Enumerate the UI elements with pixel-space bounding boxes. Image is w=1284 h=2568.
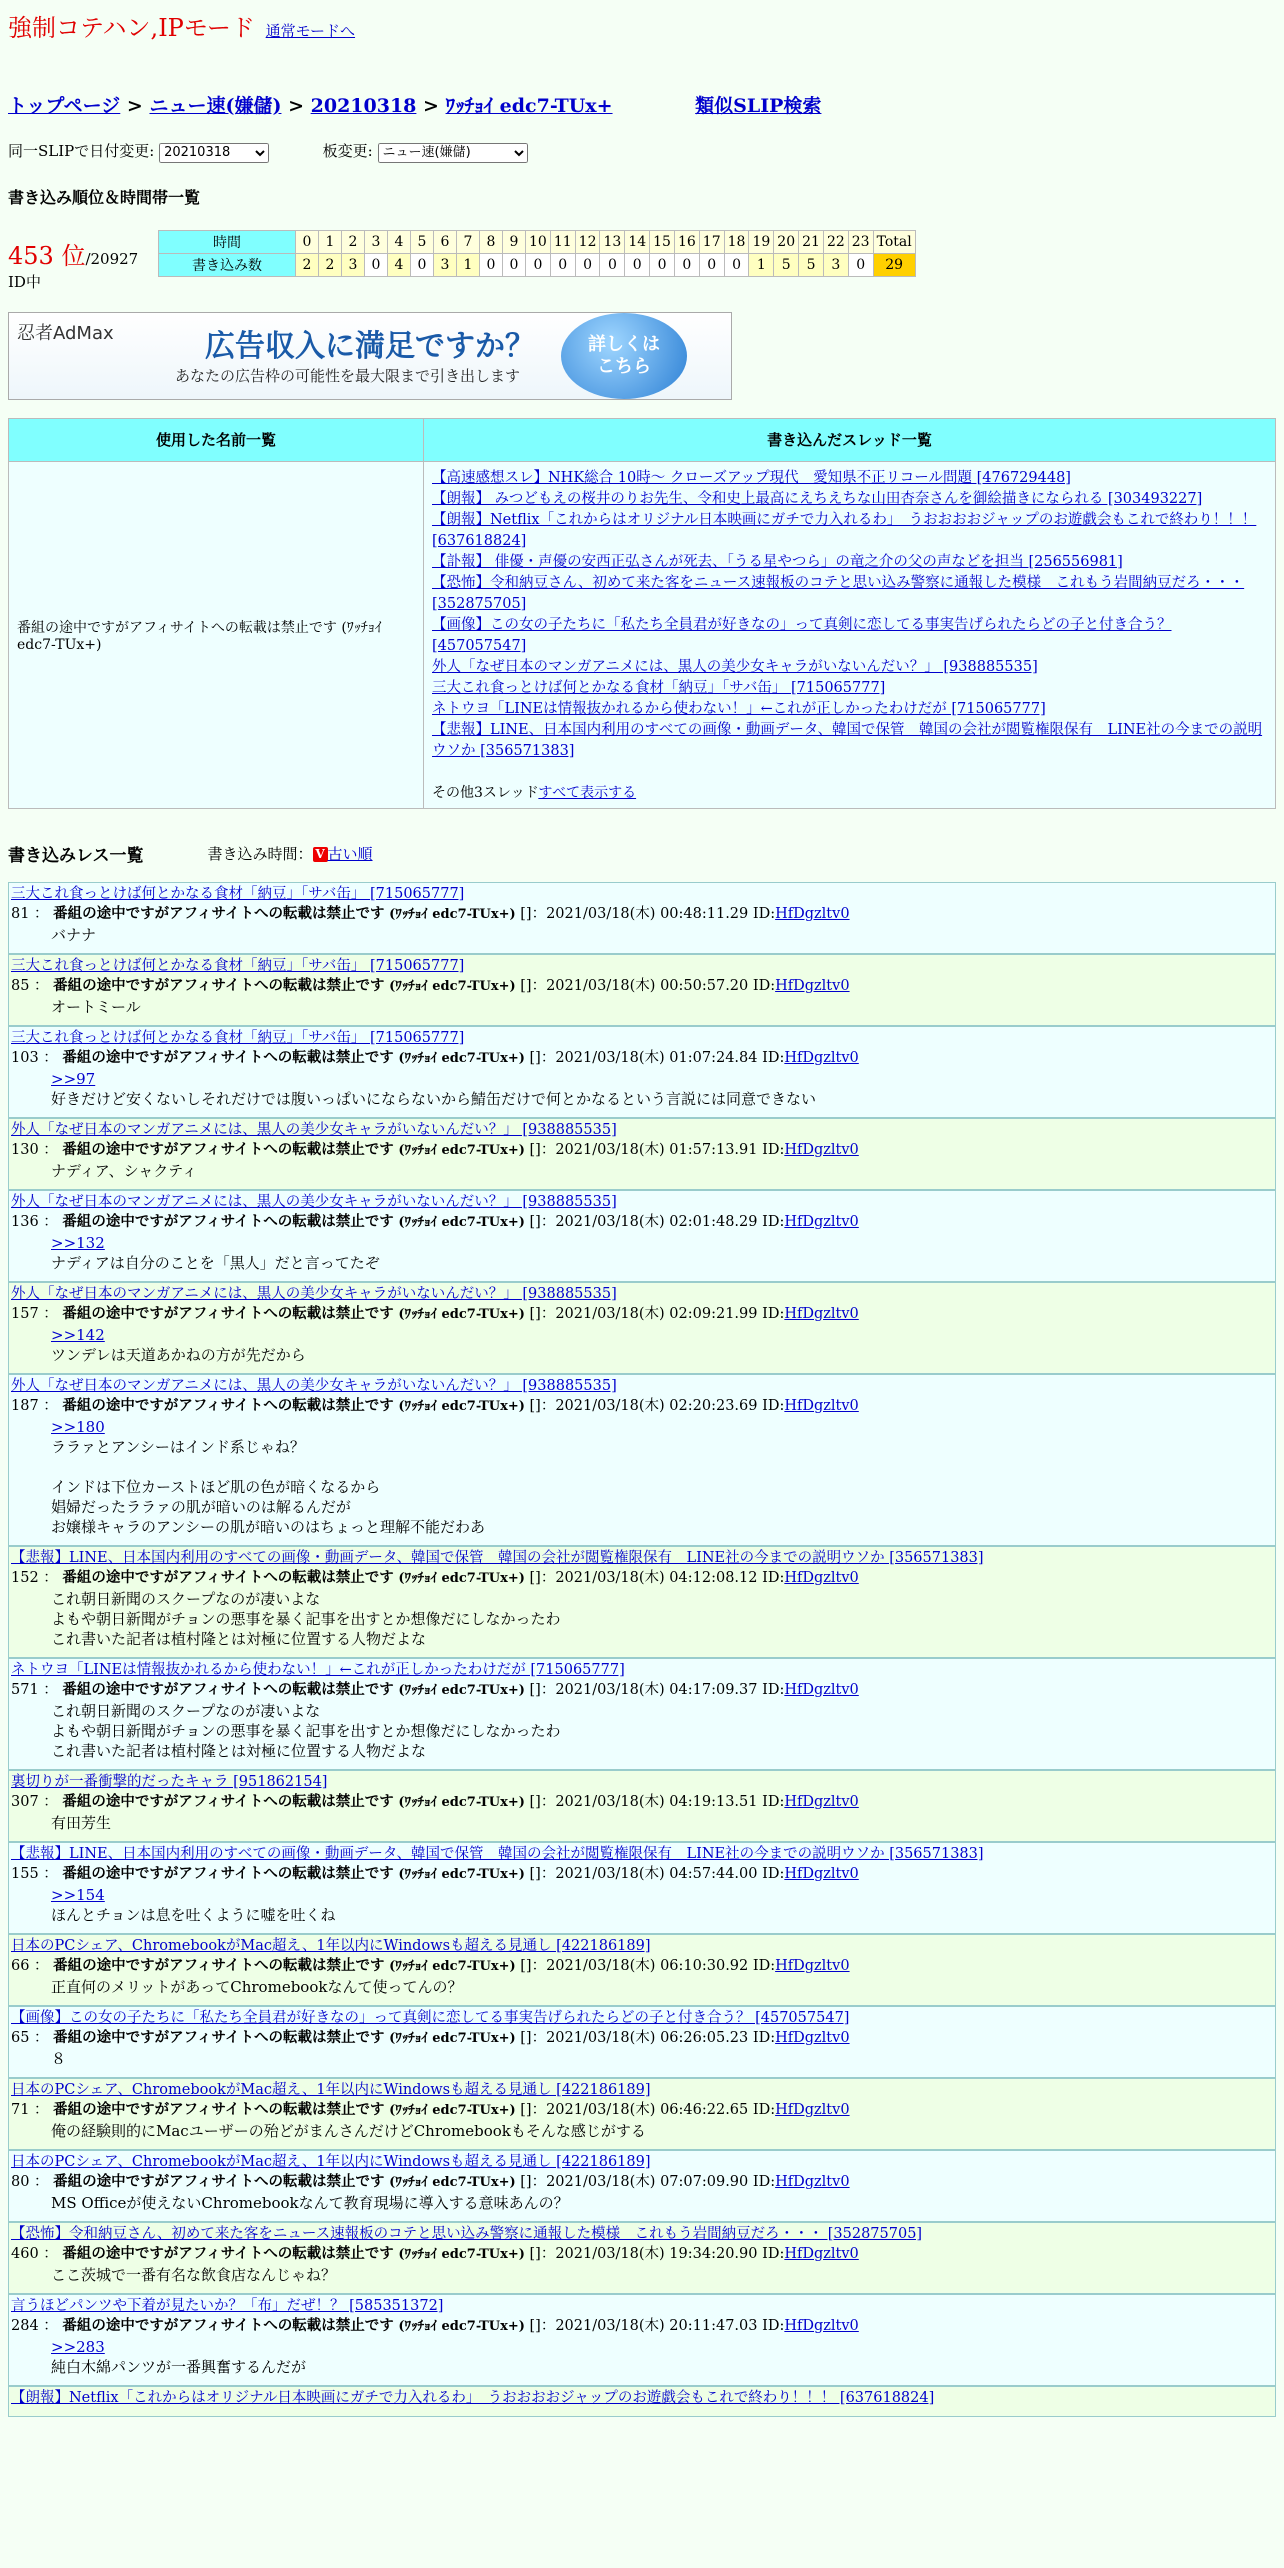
post-meta: 81 ： 番組の途中ですがアフィサイトへの転載は禁止です (ﾜｯﾁｮｲ edc7-TUx+) []：2021/03/18(木) 00:48:11.29 ID:HfDgzltv0 bbox=[11, 904, 850, 922]
thread-link[interactable]: 【朗報】 みつどもえの桜井のりお先生、令和史上最高にえちえちな山田杏奈さんを御絵描きになられる [303493227] bbox=[432, 490, 1203, 507]
hour-header: 時間 bbox=[159, 230, 296, 253]
post-body bbox=[51, 925, 1273, 945]
post-name: 番組の途中ですがアフィサイトへの転載は禁止です bbox=[53, 904, 385, 922]
post-thread-link[interactable]: 日本のPCシェア、ChromebookがMac超え、1年以内にWindowsも超える見通し [422186189] bbox=[11, 2153, 651, 2170]
post-text: 有田芳生 bbox=[51, 1813, 112, 1832]
count-cell: 0 bbox=[411, 253, 434, 276]
post-slip: (ﾜｯﾁｮｲ edc7-TUx+) bbox=[389, 2030, 516, 2046]
post-thread-link[interactable]: 外人「なぜ日本のマンガアニメには、黒人の美少女キャラがいないんだい？」 [938885535] bbox=[11, 1285, 617, 1302]
post-date: []：2021/03/18(木) 01:57:13.91 ID: bbox=[529, 1141, 785, 1158]
post-body bbox=[51, 1589, 1273, 1649]
post-name: 番組の途中ですがアフィサイトへの転載は禁止です bbox=[62, 2244, 394, 2262]
count-cell: 0 bbox=[503, 253, 526, 276]
post-id-link[interactable]: HfDgzltv0 bbox=[784, 1793, 859, 1810]
post-date: []：2021/03/18(木) 20:11:47.03 ID: bbox=[529, 2317, 785, 2334]
count-cell: 3 bbox=[434, 253, 457, 276]
post-text: ８ bbox=[51, 2049, 67, 2068]
thread-link[interactable]: 外人「なぜ日本のマンガアニメには、黒人の美少女キャラがいないんだい？」 [938885535] bbox=[432, 658, 1038, 675]
post-text: ララァとアンシーはインド系じゃね？ インドは下位カーストほど肌の色が暗くなるから 娼婦だったララァの肌が暗いのは解るんだが お嬢様キャラのアンシーの肌が暗いのはちょっと理解不能だわあ bbox=[51, 1437, 486, 1536]
post-anchor-link[interactable]: >>132 bbox=[51, 1233, 105, 1252]
post-body bbox=[51, 2121, 1273, 2141]
post-slip: (ﾜｯﾁｮｲ edc7-TUx+) bbox=[398, 1866, 525, 1882]
more-threads-count: その他3スレッド bbox=[432, 784, 539, 801]
thread-link[interactable]: 三大これ食っとけば何とかなる食材「納豆」「サバ缶」 [715065777] bbox=[432, 679, 886, 696]
post-meta: 157 ： 番組の途中ですがアフィサイトへの転載は禁止です (ﾜｯﾁｮｲ edc7-TUx+) []：2021/03/18(木) 02:09:21.99 ID:HfDgzltv0 bbox=[11, 1304, 859, 1322]
hour-cell: 11 bbox=[550, 230, 575, 253]
hour-cell: 12 bbox=[575, 230, 600, 253]
board-select-label: 板変更: bbox=[322, 142, 373, 160]
post-id-link[interactable]: HfDgzltv0 bbox=[784, 2245, 859, 2262]
breadcrumb-sep: > bbox=[423, 95, 439, 117]
post-date: []：2021/03/18(木) 07:07:09.90 ID: bbox=[520, 2173, 776, 2190]
post-number: 103 bbox=[11, 1049, 39, 1066]
count-cell: 1 bbox=[749, 253, 774, 276]
normal-mode-link[interactable]: 通常モードへ bbox=[265, 22, 356, 40]
rank-block bbox=[8, 230, 158, 292]
post-id-link[interactable]: HfDgzltv0 bbox=[775, 905, 850, 922]
post-slip: (ﾜｯﾁｮｲ edc7-TUx+) bbox=[398, 1142, 525, 1158]
post-slip: (ﾜｯﾁｮｲ edc7-TUx+) bbox=[398, 1682, 525, 1698]
ad-logo: 忍者AdMax bbox=[17, 322, 114, 344]
post-slip: (ﾜｯﾁｮｲ edc7-TUx+) bbox=[389, 2102, 516, 2118]
post-name: 番組の途中ですがアフィサイトへの転載は禁止です bbox=[62, 1568, 394, 1586]
post-meta: 80 ： 番組の途中ですがアフィサイトへの転載は禁止です (ﾜｯﾁｮｲ edc7-TUx+) []：2021/03/18(木) 07:07:09.90 ID:HfDgzltv0 bbox=[11, 2172, 850, 2190]
names-header: 使用した名前一覧 bbox=[9, 418, 424, 461]
more-threads bbox=[432, 782, 1267, 802]
post-date: []：2021/03/18(木) 06:46:22.65 ID: bbox=[520, 2101, 776, 2118]
thread-link[interactable]: 【朗報】Netflix「これからはオリジナル日本映画にガチで力入れるわ」 うおおおおジャップのお遊戯会もこれで終わり！！！ [637618824] bbox=[432, 511, 1257, 549]
hourly-table bbox=[158, 230, 916, 277]
post-slip: (ﾜｯﾁｮｲ edc7-TUx+) bbox=[389, 1958, 516, 1974]
post-body bbox=[51, 1885, 1273, 1925]
post-meta: 130 ： 番組の途中ですがアフィサイトへの転載は禁止です (ﾜｯﾁｮｲ edc7-TUx+) []：2021/03/18(木) 01:57:13.91 ID:HfDgzltv0 bbox=[11, 1140, 859, 1158]
post-body bbox=[51, 1417, 1273, 1537]
post-item bbox=[8, 1190, 1276, 1282]
post-slip: (ﾜｯﾁｮｲ edc7-TUx+) bbox=[398, 1306, 525, 1322]
hour-cell: 13 bbox=[600, 230, 625, 253]
post-item bbox=[8, 1658, 1276, 1770]
post-thread-link[interactable]: 言うほどパンツや下着が見たいか？「布」だぜ！？ [585351372] bbox=[11, 2297, 444, 2314]
post-thread-link[interactable]: 日本のPCシェア、ChromebookがMac超え、1年以内にWindowsも超える見通し [422186189] bbox=[11, 2081, 651, 2098]
count-cell: 0 bbox=[724, 253, 749, 276]
breadcrumb-slip[interactable]: ﾜｯﾁｮｲ edc7-TUx+ bbox=[445, 95, 613, 117]
breadcrumb-board[interactable]: ニュー速(嫌儲) bbox=[149, 95, 282, 117]
post-text: ここ茨城で一番有名な飲食店なんじゃね？ bbox=[51, 2265, 337, 2284]
post-slip: (ﾜｯﾁｮｲ edc7-TUx+) bbox=[398, 1214, 525, 1230]
post-number: 157 bbox=[11, 1305, 39, 1322]
post-meta: 103 ： 番組の途中ですがアフィサイトへの転載は禁止です (ﾜｯﾁｮｲ edc7-TUx+) []：2021/03/18(木) 01:07:24.84 ID:HfDgzltv0 bbox=[11, 1048, 859, 1066]
post-id-link[interactable]: HfDgzltv0 bbox=[784, 1141, 859, 1158]
post-text: 俺の経験則的にMacユーザーの殆どがまんさんだけどChromebookもそんな感じがする bbox=[51, 2121, 646, 2140]
post-name: 番組の途中ですがアフィサイトへの転載は禁止です bbox=[62, 2316, 394, 2334]
hour-cell: 6 bbox=[434, 230, 457, 253]
count-cell: 0 bbox=[480, 253, 503, 276]
post-name: 番組の途中ですがアフィサイトへの転載は禁止です bbox=[53, 2028, 385, 2046]
hour-cell: Total bbox=[873, 230, 915, 253]
sort-v-icon: V bbox=[313, 847, 328, 862]
post-thread-link[interactable]: 三大これ食っとけば何とかなる食材「納豆」「サバ缶」 [715065777] bbox=[11, 957, 465, 974]
post-body bbox=[51, 1325, 1273, 1365]
post-item bbox=[8, 2078, 1276, 2150]
post-body bbox=[51, 2049, 1273, 2069]
ad-banner[interactable] bbox=[8, 312, 732, 400]
hour-cell: 7 bbox=[457, 230, 480, 253]
sort-label: 書き込み時間： bbox=[207, 844, 313, 863]
post-item bbox=[8, 2386, 1276, 2417]
count-cell: 5 bbox=[799, 253, 824, 276]
hour-cell: 17 bbox=[699, 230, 724, 253]
posts-sort bbox=[208, 843, 373, 864]
post-anchor-link[interactable]: >>180 bbox=[51, 1417, 105, 1436]
hour-cell: 4 bbox=[388, 230, 411, 253]
post-thread-link[interactable]: ネトウヨ「LINEは情報抜かれるから使わない！」←これが正しかったわけだが [715065777] bbox=[11, 1661, 625, 1678]
post-thread-link[interactable]: 裏切りが一番衝撃的だったキャラ [951862154] bbox=[11, 1773, 328, 1790]
post-date: []：2021/03/18(木) 00:48:11.29 ID: bbox=[520, 905, 776, 922]
post-thread-link[interactable]: 三大これ食っとけば何とかなる食材「納豆」「サバ缶」 [715065777] bbox=[11, 885, 465, 902]
post-id-link[interactable]: HfDgzltv0 bbox=[784, 1865, 859, 1882]
post-body bbox=[51, 2337, 1273, 2377]
post-item bbox=[8, 1282, 1276, 1374]
post-number: 65 bbox=[11, 2029, 30, 2046]
hour-cell: 2 bbox=[342, 230, 365, 253]
post-name: 番組の途中ですがアフィサイトへの転載は禁止です bbox=[53, 2172, 385, 2190]
post-thread-link[interactable]: 【恐怖】令和納豆さん、初めて来た客をニュース速報板のコテと思い込み警察に通報した模様 これもう岩間納豆だろ・・・ [352875705] bbox=[11, 2225, 923, 2242]
post-body bbox=[51, 1977, 1273, 1997]
post-date: []：2021/03/18(木) 06:26:05.23 ID: bbox=[520, 2029, 776, 2046]
post-meta: 152 ： 番組の途中ですがアフィサイトへの転載は禁止です (ﾜｯﾁｮｲ edc7-TUx+) []：2021/03/18(木) 04:12:08.12 ID:HfDgzltv0 bbox=[11, 1568, 859, 1586]
count-cell: 3 bbox=[823, 253, 848, 276]
post-number: 284 bbox=[11, 2317, 39, 2334]
post-thread-link[interactable]: 【悲報】LINE、日本国内利用のすべての画像・動画データ、韓国で保管 韓国の会社が閲覧権限保有 LINE社の今までの説明ウソか [356571383] bbox=[11, 1845, 984, 1862]
post-thread-link[interactable]: 【朗報】Netflix「これからはオリジナル日本映画にガチで力入れるわ」 うおおおおジャップのお遊戯会もこれで終わり！！！ [637618824] bbox=[11, 2389, 935, 2406]
post-item bbox=[8, 2150, 1276, 2222]
hour-cell: 5 bbox=[411, 230, 434, 253]
post-date: []：2021/03/18(木) 01:07:24.84 ID: bbox=[529, 1049, 785, 1066]
post-item bbox=[8, 1842, 1276, 1934]
post-id-link[interactable]: HfDgzltv0 bbox=[784, 1681, 859, 1698]
hour-cell: 0 bbox=[296, 230, 319, 253]
post-meta: 571 ： 番組の途中ですがアフィサイトへの転載は禁止です (ﾜｯﾁｮｲ edc7-TUx+) []：2021/03/18(木) 04:17:09.37 ID:HfDgzltv0 bbox=[11, 1680, 859, 1698]
post-item bbox=[8, 2294, 1276, 2386]
post-slip: (ﾜｯﾁｮｲ edc7-TUx+) bbox=[398, 2246, 525, 2262]
count-cell: 1 bbox=[457, 253, 480, 276]
post-id-link[interactable]: HfDgzltv0 bbox=[784, 1397, 859, 1414]
post-meta: 187 ： 番組の途中ですがアフィサイトへの転載は禁止です (ﾜｯﾁｮｲ edc7-TUx+) []：2021/03/18(木) 02:20:23.69 ID:HfDgzltv0 bbox=[11, 1396, 859, 1414]
post-slip: (ﾜｯﾁｮｲ edc7-TUx+) bbox=[398, 1050, 525, 1066]
post-item bbox=[8, 1374, 1276, 1546]
post-name: 番組の途中ですがアフィサイトへの転載は禁止です bbox=[62, 1304, 394, 1322]
hour-cell: 16 bbox=[674, 230, 699, 253]
selectors bbox=[8, 140, 1276, 163]
count-cell: 5 bbox=[774, 253, 799, 276]
post-body bbox=[51, 997, 1273, 1017]
breadcrumb bbox=[8, 91, 1276, 118]
post-text: 正直何のメリットがあってChromebookなんて使ってんの？ bbox=[51, 1977, 463, 1996]
hour-cell: 22 bbox=[823, 230, 848, 253]
post-slip: (ﾜｯﾁｮｲ edc7-TUx+) bbox=[398, 2318, 525, 2334]
count-cell: 0 bbox=[600, 253, 625, 276]
rank-total: /20927 ID中 bbox=[8, 249, 139, 291]
post-meta: 71 ： 番組の途中ですがアフィサイトへの転載は禁止です (ﾜｯﾁｮｲ edc7-TUx+) []：2021/03/18(木) 06:46:22.65 ID:HfDgzltv0 bbox=[11, 2100, 850, 2118]
post-name: 番組の途中ですがアフィサイトへの転載は禁止です bbox=[62, 1864, 394, 1882]
post-text: MS Officeが使えないChromebookなんて教育現場に導入する意味あんの？ bbox=[51, 2193, 569, 2212]
post-id-link[interactable]: HfDgzltv0 bbox=[775, 2173, 850, 2190]
hour-cell: 10 bbox=[526, 230, 551, 253]
count-cell: 4 bbox=[388, 253, 411, 276]
post-meta: 66 ： 番組の途中ですがアフィサイトへの転載は禁止です (ﾜｯﾁｮｲ edc7-TUx+) []：2021/03/18(木) 06:10:30.92 ID:HfDgzltv0 bbox=[11, 1956, 850, 1974]
post-thread-link[interactable]: 外人「なぜ日本のマンガアニメには、黒人の美少女キャラがいないんだい？」 [938885535] bbox=[11, 1121, 617, 1138]
post-name: 番組の途中ですがアフィサイトへの転載は禁止です bbox=[53, 1956, 385, 1974]
post-name: 番組の途中ですがアフィサイトへの転載は禁止です bbox=[62, 1212, 394, 1230]
post-meta: 307 ： 番組の途中ですがアフィサイトへの転載は禁止です (ﾜｯﾁｮｲ edc7-TUx+) []：2021/03/18(木) 04:19:13.51 ID:HfDgzltv0 bbox=[11, 1792, 859, 1810]
hour-cell: 20 bbox=[774, 230, 799, 253]
post-id-link[interactable]: HfDgzltv0 bbox=[784, 1569, 859, 1586]
post-text: ツンデレは天道あかねの方が先だから bbox=[51, 1345, 306, 1364]
hour-cell: 1 bbox=[319, 230, 342, 253]
post-number: 136 bbox=[11, 1213, 39, 1230]
breadcrumb-date[interactable]: 20210318 bbox=[310, 95, 417, 117]
hour-cell: 15 bbox=[650, 230, 675, 253]
post-body bbox=[51, 1233, 1273, 1273]
post-slip: (ﾜｯﾁｮｲ edc7-TUx+) bbox=[398, 1570, 525, 1586]
post-number: 152 bbox=[11, 1569, 39, 1586]
post-id-link[interactable]: HfDgzltv0 bbox=[775, 2101, 850, 2118]
thread-link[interactable]: 【画像】この女の子たちに「私たち全員君が好きなの」って真剣に恋してる事実告げられたらどの子と付き合う？ [457057547] bbox=[432, 616, 1172, 654]
posts-list bbox=[8, 882, 1276, 2417]
post-date: []：2021/03/18(木) 06:10:30.92 ID: bbox=[520, 1957, 776, 1974]
post-id-link[interactable]: HfDgzltv0 bbox=[784, 1213, 859, 1230]
count-cell: 2 bbox=[319, 253, 342, 276]
count-total-cell: 29 bbox=[873, 253, 915, 276]
count-cell: 2 bbox=[296, 253, 319, 276]
post-anchor-link[interactable]: >>142 bbox=[51, 1325, 105, 1344]
post-body bbox=[51, 2193, 1273, 2213]
post-name: 番組の途中ですがアフィサイトへの転載は禁止です bbox=[62, 1792, 394, 1810]
post-number: 307 bbox=[11, 1793, 39, 1810]
post-text: これ朝日新聞のスクープなのが凄いよな よもや朝日新聞がチョンの悪事を暴く記事を出すとか想像だにしなかったわ これ書いた記者は植村隆とは対極に位置する人物だよな bbox=[51, 1701, 561, 1760]
post-item bbox=[8, 2222, 1276, 2294]
hour-cell: 18 bbox=[724, 230, 749, 253]
threads-cell bbox=[424, 461, 1276, 808]
count-cell: 0 bbox=[848, 253, 873, 276]
ad-button-label: 詳しくは こちら bbox=[588, 333, 660, 377]
count-cell: 0 bbox=[625, 253, 650, 276]
rank-value: 453 位 bbox=[8, 241, 86, 270]
ad-details-button[interactable] bbox=[561, 313, 687, 399]
thread-link[interactable]: 【高速感想スレ】NHK総合 10時～ クローズアップ現代 愛知県不正リコール問題 [476729448] bbox=[432, 469, 1071, 486]
post-date: []：2021/03/18(木) 04:19:13.51 ID: bbox=[529, 1793, 785, 1810]
date-select-label: 同一SLIPで日付変更: bbox=[8, 142, 155, 160]
post-meta: 85 ： 番組の途中ですがアフィサイトへの転載は禁止です (ﾜｯﾁｮｲ edc7-TUx+) []：2021/03/18(木) 00:50:57.20 ID:HfDgzltv0 bbox=[11, 976, 850, 994]
ad-headline: 広告収入に満足ですか？ bbox=[205, 328, 535, 364]
post-number: 85 bbox=[11, 977, 30, 994]
posts-title: 書き込みレス一覧 bbox=[8, 845, 144, 866]
post-meta: 136 ： 番組の途中ですがアフィサイトへの転載は禁止です (ﾜｯﾁｮｲ edc7-TUx+) []：2021/03/18(木) 02:01:48.29 ID:HfDgzltv0 bbox=[11, 1212, 859, 1230]
post-name: 番組の途中ですがアフィサイトへの転載は禁止です bbox=[62, 1140, 394, 1158]
post-thread-link[interactable]: 外人「なぜ日本のマンガアニメには、黒人の美少女キャラがいないんだい？」 [938885535] bbox=[11, 1193, 617, 1210]
post-name: 番組の途中ですがアフィサイトへの転載は禁止です bbox=[62, 1396, 394, 1414]
post-slip: (ﾜｯﾁｮｲ edc7-TUx+) bbox=[398, 1398, 525, 1414]
post-name: 番組の途中ですがアフィサイトへの転載は禁止です bbox=[53, 976, 385, 994]
post-body bbox=[51, 1813, 1273, 1833]
post-text: オートミール bbox=[51, 997, 141, 1016]
post-number: 81 bbox=[11, 905, 30, 922]
post-item bbox=[8, 882, 1276, 954]
thread-list bbox=[432, 468, 1267, 762]
post-text: 純白木綿パンツが一番興奮するんだが bbox=[51, 2357, 307, 2376]
posts-header bbox=[8, 841, 1276, 866]
post-anchor-link[interactable]: >>97 bbox=[51, 1069, 96, 1088]
post-name: 番組の途中ですがアフィサイトへの転載は禁止です bbox=[53, 2100, 385, 2118]
count-cell: 0 bbox=[674, 253, 699, 276]
post-slip: (ﾜｯﾁｮｲ edc7-TUx+) bbox=[398, 1794, 525, 1810]
post-body bbox=[51, 1701, 1273, 1761]
post-id-link[interactable]: HfDgzltv0 bbox=[784, 1305, 859, 1322]
post-body bbox=[51, 1069, 1273, 1109]
post-name: 番組の途中ですがアフィサイトへの転載は禁止です bbox=[62, 1048, 394, 1066]
post-text: これ朝日新聞のスクープなのが凄いよな よもや朝日新聞がチョンの悪事を暴く記事を出すとか想像だにしなかったわ これ書いた記者は植村隆とは対極に位置する人物だよな bbox=[51, 1589, 561, 1648]
post-text: ナディア、シャクティ bbox=[51, 1161, 198, 1180]
hour-cell: 9 bbox=[503, 230, 526, 253]
thread-link[interactable]: 【訃報】 俳優・声優の安西正弘さんが死去、「うる星やつら」の竜之介の父の声などを担当 [256556981] bbox=[432, 553, 1123, 570]
hour-cell: 19 bbox=[749, 230, 774, 253]
ad-subtext: あなたの広告枠の可能性を最大限まで引き出します bbox=[175, 366, 521, 385]
post-id-link[interactable]: HfDgzltv0 bbox=[775, 1957, 850, 1974]
info-table bbox=[8, 418, 1276, 809]
post-id-link[interactable]: HfDgzltv0 bbox=[775, 2029, 850, 2046]
ranking-row bbox=[8, 230, 1276, 292]
hour-cell: 8 bbox=[480, 230, 503, 253]
hour-cell: 14 bbox=[625, 230, 650, 253]
post-slip: (ﾜｯﾁｮｲ edc7-TUx+) bbox=[389, 978, 516, 994]
post-text: 好きだけど安くないしそれだけでは腹いっぱいにならないから鯖缶だけで何とかなるという言説には同意できない bbox=[51, 1089, 817, 1108]
count-cell: 0 bbox=[526, 253, 551, 276]
post-number: 460 bbox=[11, 2245, 39, 2262]
post-item bbox=[8, 2006, 1276, 2078]
hour-cell: 3 bbox=[365, 230, 388, 253]
count-header: 書き込み数 bbox=[159, 253, 296, 276]
post-number: 571 bbox=[11, 1681, 39, 1698]
post-id-link[interactable]: HfDgzltv0 bbox=[775, 977, 850, 994]
thread-link[interactable]: 【悲報】LINE、日本国内利用のすべての画像・動画データ、韓国で保管 韓国の会社が閲覧権限保有 LINE社の今までの説明ウソか [356571383] bbox=[432, 721, 1263, 759]
sort-oldest-link[interactable]: 古い順 bbox=[327, 844, 373, 863]
post-number: 155 bbox=[11, 1865, 39, 1882]
show-all-link[interactable]: すべて表示する bbox=[538, 784, 637, 801]
post-number: 80 bbox=[11, 2173, 30, 2190]
post-item bbox=[8, 954, 1276, 1026]
post-date: []：2021/03/18(木) 02:09:21.99 ID: bbox=[529, 1305, 785, 1322]
mode-header bbox=[8, 8, 1276, 43]
post-anchor-link[interactable]: >>283 bbox=[51, 2337, 105, 2356]
post-text: バナナ bbox=[51, 925, 97, 944]
post-id-link[interactable]: HfDgzltv0 bbox=[784, 2317, 859, 2334]
name-cell: 番組の途中ですがアフィサイトへの転載は禁止です (ﾜｯﾁｮｲ edc7-TUx+) bbox=[9, 461, 424, 808]
post-item bbox=[8, 1934, 1276, 2006]
thread-link[interactable]: ネトウヨ「LINEは情報抜かれるから使わない！」←これが正しかったわけだが [715065777] bbox=[432, 700, 1046, 717]
board-select[interactable] bbox=[378, 143, 528, 163]
date-select[interactable] bbox=[159, 143, 269, 163]
post-number: 187 bbox=[11, 1397, 39, 1414]
breadcrumb-sep: > bbox=[288, 95, 304, 117]
post-body bbox=[51, 1161, 1273, 1181]
post-date: []：2021/03/18(木) 04:12:08.12 ID: bbox=[529, 1569, 785, 1586]
count-cell: 0 bbox=[365, 253, 388, 276]
thread-link[interactable]: 【恐怖】令和納豆さん、初めて来た客をニュース速報板のコテと思い込み警察に通報した模様 これもう岩間納豆だろ・・・ [352875705] bbox=[432, 574, 1245, 612]
post-thread-link[interactable]: 三大これ食っとけば何とかなる食材「納豆」「サバ缶」 [715065777] bbox=[11, 1029, 465, 1046]
post-meta: 155 ： 番組の途中ですがアフィサイトへの転載は禁止です (ﾜｯﾁｮｲ edc7-TUx+) []：2021/03/18(木) 04:57:44.00 ID:HfDgzltv0 bbox=[11, 1864, 859, 1882]
post-slip: (ﾜｯﾁｮｲ edc7-TUx+) bbox=[389, 906, 516, 922]
post-anchor-link[interactable]: >>154 bbox=[51, 1885, 105, 1904]
threads-header: 書き込んだスレッド一覧 bbox=[424, 418, 1276, 461]
count-cell: 0 bbox=[550, 253, 575, 276]
breadcrumb-top[interactable]: トップページ bbox=[8, 95, 121, 117]
hour-cell: 23 bbox=[848, 230, 873, 253]
post-slip: (ﾜｯﾁｮｲ edc7-TUx+) bbox=[389, 2174, 516, 2190]
post-date: []：2021/03/18(木) 02:01:48.29 ID: bbox=[529, 1213, 785, 1230]
post-date: []：2021/03/18(木) 00:50:57.20 ID: bbox=[520, 977, 776, 994]
breadcrumb-sep: > bbox=[126, 95, 143, 117]
post-thread-link[interactable]: 【画像】この女の子たちに「私たち全員君が好きなの」って真剣に恋してる事実告げられたらどの子と付き合う？ [457057547] bbox=[11, 2009, 850, 2026]
post-meta: 284 ： 番組の途中ですがアフィサイトへの転載は禁止です (ﾜｯﾁｮｲ edc7-TUx+) []：2021/03/18(木) 20:11:47.03 ID:HfDgzltv0 bbox=[11, 2316, 859, 2334]
post-date: []：2021/03/18(木) 19:34:20.90 ID: bbox=[529, 2245, 785, 2262]
post-name: 番組の途中ですがアフィサイトへの転載は禁止です bbox=[62, 1680, 394, 1698]
mode-title: 強制コテハン,IPモード bbox=[8, 14, 255, 42]
count-cell: 0 bbox=[575, 253, 600, 276]
count-cell: 0 bbox=[699, 253, 724, 276]
post-body bbox=[51, 2265, 1273, 2285]
post-number: 130 bbox=[11, 1141, 39, 1158]
count-cell: 0 bbox=[650, 253, 675, 276]
post-text: ほんとチョンは息を吐くように嘘を吐くね bbox=[51, 1905, 336, 1924]
post-item bbox=[8, 1026, 1276, 1118]
count-cell: 3 bbox=[342, 253, 365, 276]
similar-slip-search-link[interactable]: 類似SLIP検索 bbox=[695, 95, 822, 117]
hour-cell: 21 bbox=[799, 230, 824, 253]
post-thread-link[interactable]: 【悲報】LINE、日本国内利用のすべての画像・動画データ、韓国で保管 韓国の会社が閲覧権限保有 LINE社の今までの説明ウソか [356571383] bbox=[11, 1549, 984, 1566]
post-thread-link[interactable]: 日本のPCシェア、ChromebookがMac超え、1年以内にWindowsも超える見通し [422186189] bbox=[11, 1937, 651, 1954]
ranking-title: 書き込み順位＆時間帯一覧 bbox=[8, 187, 201, 207]
post-date: []：2021/03/18(木) 02:20:23.69 ID: bbox=[529, 1397, 785, 1414]
post-meta: 65 ： 番組の途中ですがアフィサイトへの転載は禁止です (ﾜｯﾁｮｲ edc7-TUx+) []：2021/03/18(木) 06:26:05.23 ID:HfDgzltv0 bbox=[11, 2028, 850, 2046]
post-thread-link[interactable]: 外人「なぜ日本のマンガアニメには、黒人の美少女キャラがいないんだい？」 [938885535] bbox=[11, 1377, 617, 1394]
post-item bbox=[8, 1770, 1276, 1842]
post-date: []：2021/03/18(木) 04:57:44.00 ID: bbox=[529, 1865, 785, 1882]
post-date: []：2021/03/18(木) 04:17:09.37 ID: bbox=[529, 1681, 785, 1698]
post-text: ナディアは自分のことを「黒人」だと言ってたぞ bbox=[51, 1253, 380, 1272]
post-item bbox=[8, 1546, 1276, 1658]
post-item bbox=[8, 1118, 1276, 1190]
post-number: 66 bbox=[11, 1957, 30, 1974]
post-meta: 460 ： 番組の途中ですがアフィサイトへの転載は禁止です (ﾜｯﾁｮｲ edc7-TUx+) []：2021/03/18(木) 19:34:20.90 ID:HfDgzltv0 bbox=[11, 2244, 859, 2262]
post-number: 71 bbox=[11, 2101, 30, 2118]
post-id-link[interactable]: HfDgzltv0 bbox=[784, 1049, 859, 1066]
